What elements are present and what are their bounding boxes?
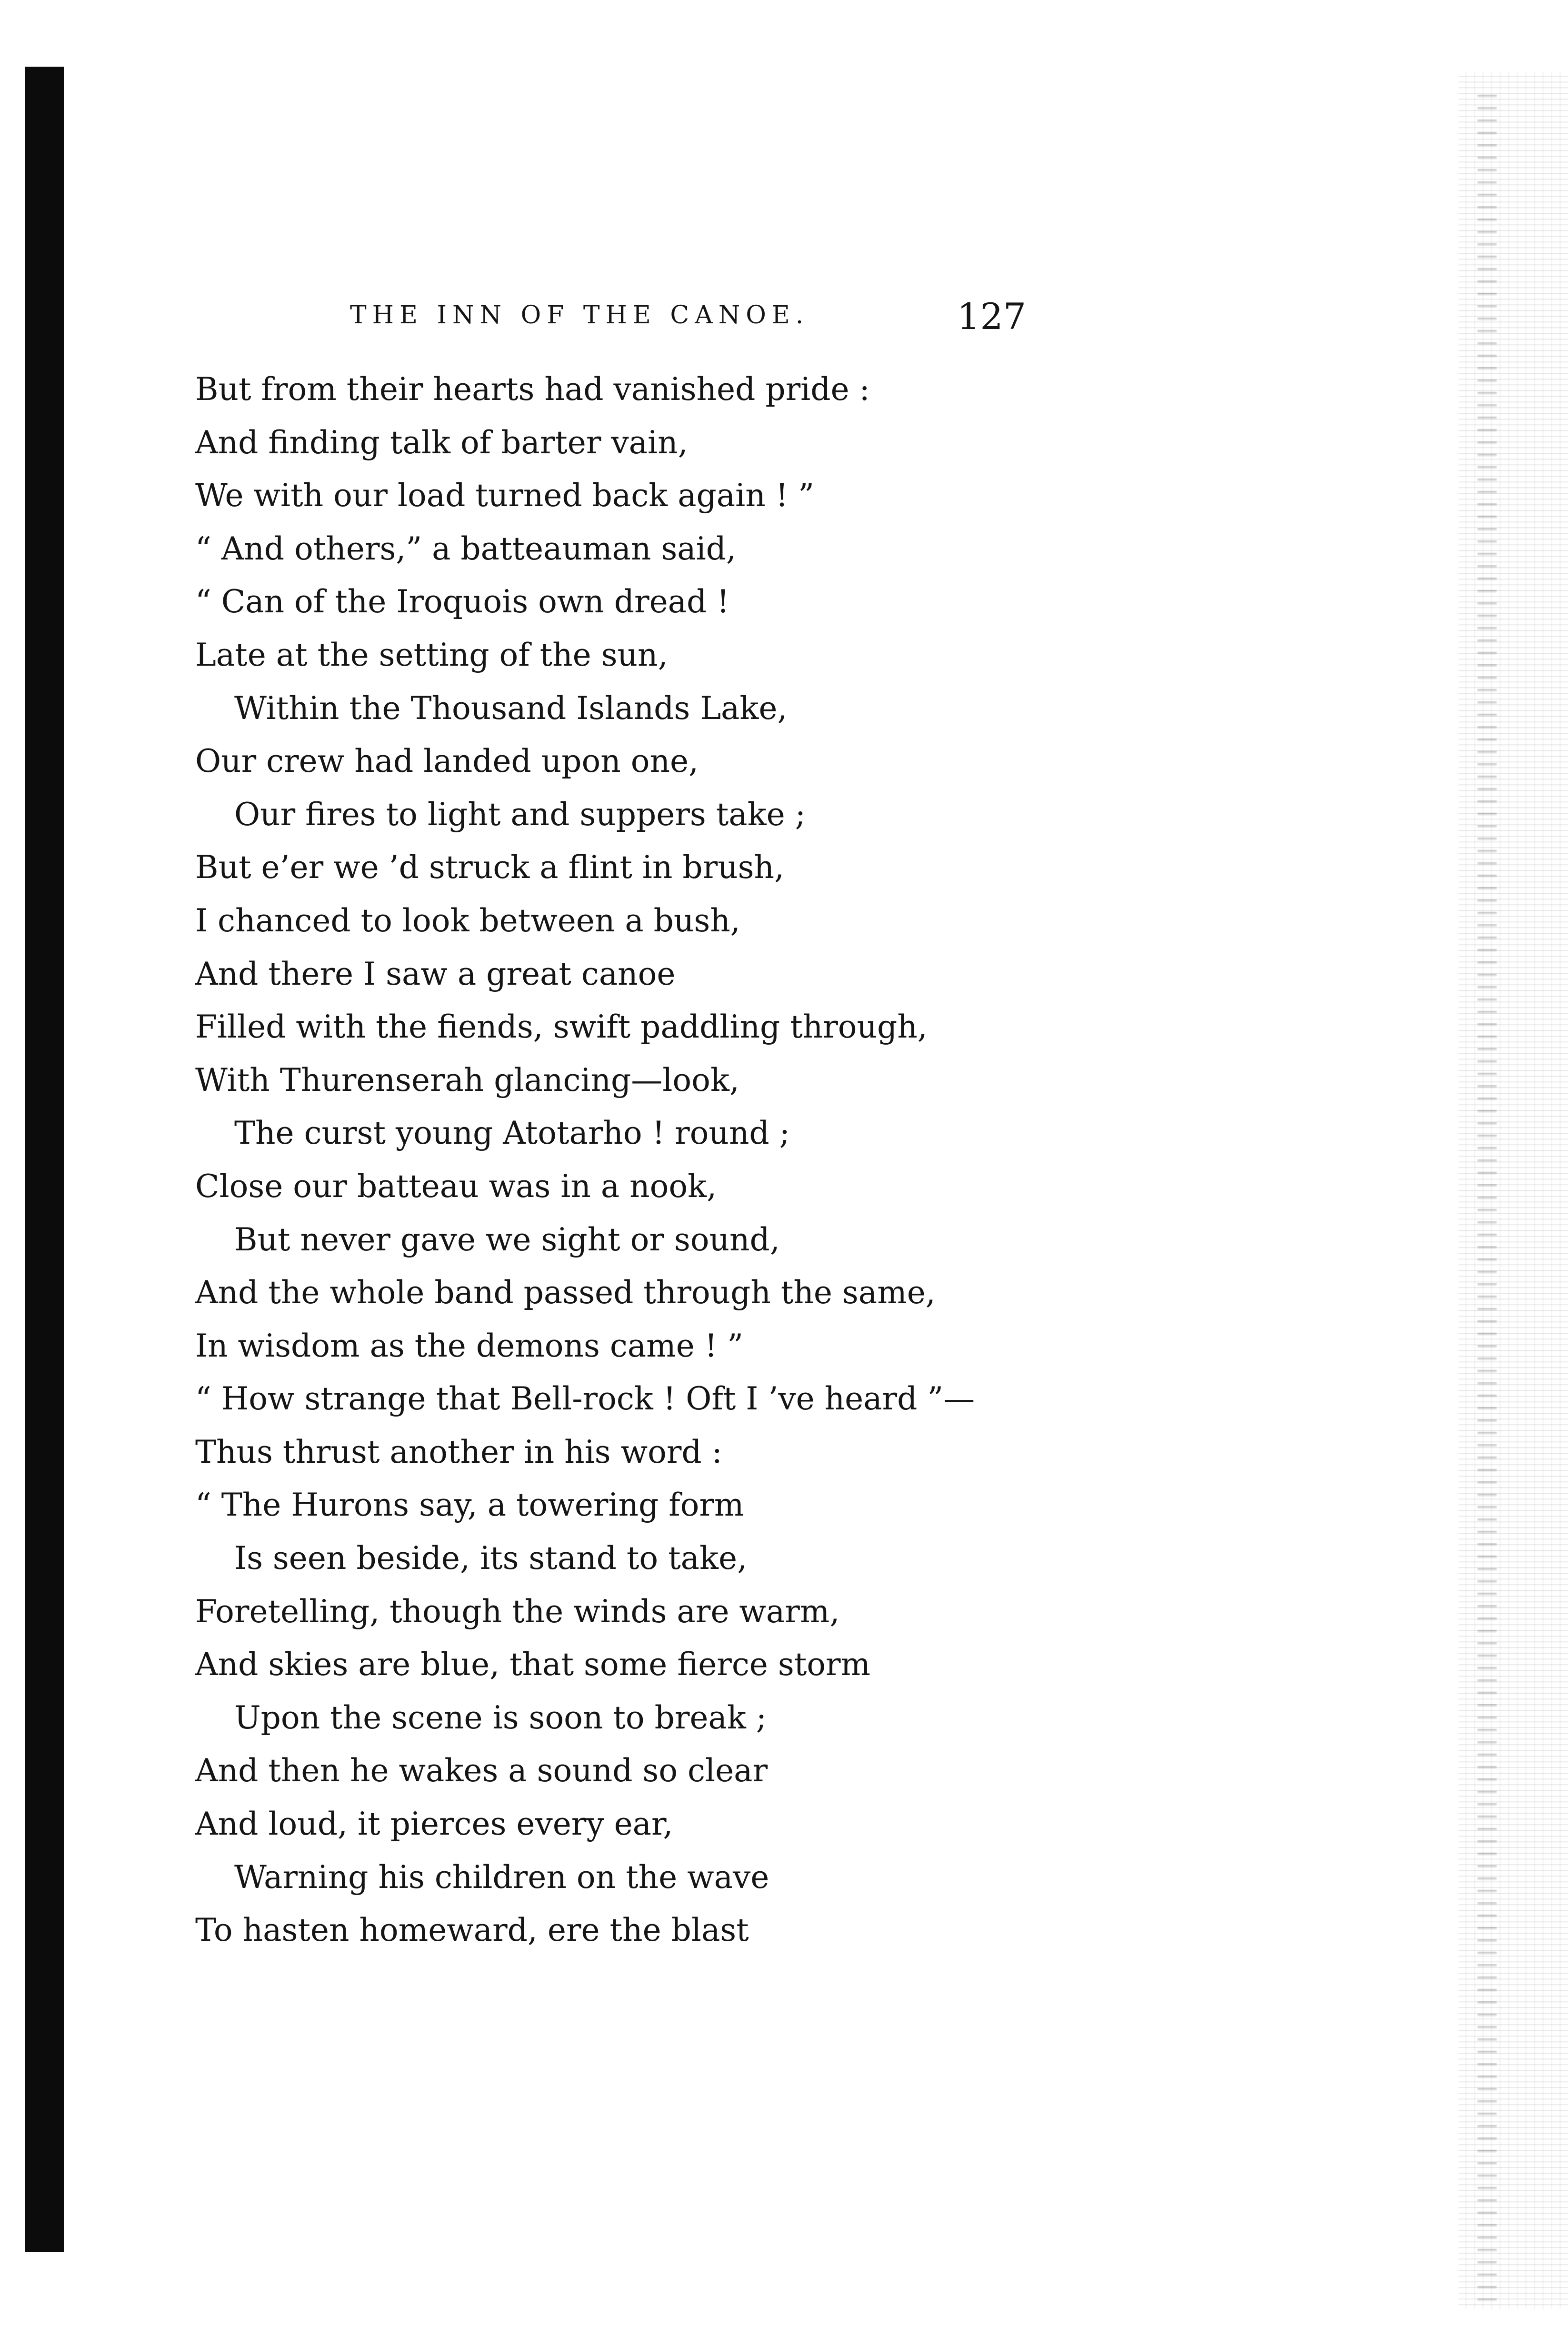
poem-line: Upon the scene is soon to break ;: [234, 1699, 767, 1736]
poem-line: “ The Hurons say, a towering form: [195, 1487, 744, 1524]
poem-line: I chanced to look between a bush,: [195, 902, 740, 939]
poem-line: Filled with the fiends, swift paddling through,: [195, 1008, 928, 1046]
poem-line: And finding talk of barter vain,: [195, 424, 688, 461]
poem-line: To hasten homeward, ere the blast: [195, 1912, 749, 1949]
poem-line: Thus thrust another in his word :: [195, 1433, 722, 1470]
poem-line: Our crew had landed upon one,: [195, 743, 699, 780]
poem-line: And skies are blue, that some fierce storm: [195, 1646, 871, 1683]
poem-line: In wisdom as the demons came ! ”: [195, 1327, 744, 1364]
poem-line: Late at the setting of the sun,: [195, 636, 668, 673]
poem-text: [195, 363, 1290, 1957]
poem-line: And there I saw a great canoe: [195, 955, 676, 992]
page-number: 127: [957, 295, 1027, 338]
poem-line: And then he wakes a sound so clear: [195, 1752, 768, 1789]
book-spine-shadow: [25, 67, 64, 2252]
poem-line: Foretelling, though the winds are warm,: [195, 1593, 840, 1630]
page-edge-texture: [1458, 71, 1568, 2309]
poem-line: Close our batteau was in a nook,: [195, 1168, 717, 1205]
poem-line: Our fires to light and suppers take ;: [234, 796, 806, 833]
poem-line: We with our load turned back again ! ”: [195, 477, 814, 514]
poem-line: But from their hearts had vanished pride :: [195, 371, 870, 408]
poem-line: Warning his children on the wave: [234, 1858, 769, 1896]
poem-line: “ How strange that Bell-rock ! Oft I ’ve heard ”—: [195, 1380, 975, 1418]
poem-line: “ Can of the Iroquois own dread !: [195, 583, 729, 620]
poem-line: But never gave we sight or sound,: [234, 1221, 780, 1258]
poem-line: And loud, it pierces every ear,: [195, 1806, 673, 1843]
poem-line: With Thurenserah glancing—look,: [195, 1061, 739, 1098]
running-head: [0, 295, 1568, 352]
page-edge-shadow: [1478, 86, 1497, 2309]
poem-line: Within the Thousand Islands Lake,: [234, 689, 788, 727]
poem-line: And the whole band passed through the same,: [195, 1274, 936, 1311]
poem-line: The curst young Atotarho ! round ;: [234, 1115, 790, 1152]
poem-line: But e’er we ’d struck a flint in brush,: [195, 849, 784, 886]
running-head-title: THE INN OF THE CANOE.: [350, 301, 809, 329]
poem-line: “ And others,” a batteauman said,: [195, 530, 736, 567]
poem-line: Is seen beside, its stand to take,: [234, 1540, 748, 1577]
